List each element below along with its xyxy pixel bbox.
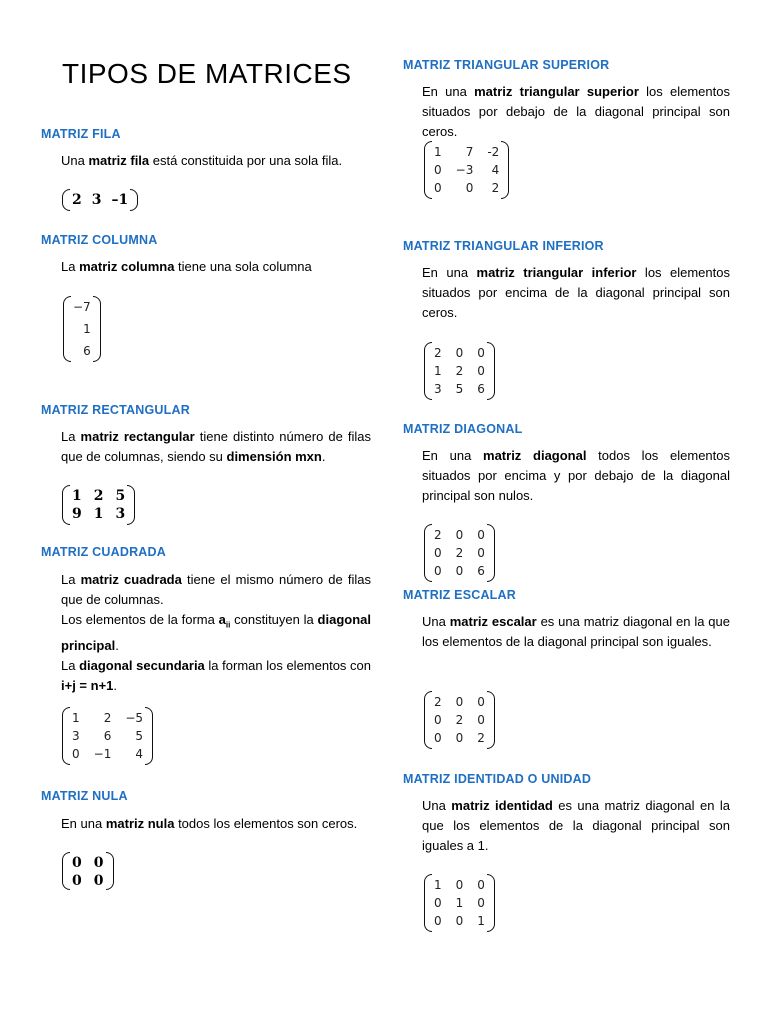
matrix-fila: 2 3 –1	[62, 189, 138, 211]
page-title: TIPOS DE MATRICES	[62, 58, 352, 89]
text-matriz-escalar: Una matriz escalar es una matriz diagonal en la que los elementos de la diagonal principal son iguales.	[422, 614, 730, 649]
matrix-rectangular: 1 2 5 9 1 3	[62, 485, 135, 525]
text-matriz-cuadrada: La matriz cuadrada tiene el mismo número de filas que de columnas. Los elementos de la forma $a_{ii}$ constituyen la diagonal principal. La diagonal secundaria la forman los elementos con i+j = n+1.	[61, 572, 372, 693]
matrix-triangular-inferior: 2 0 0 1 2 0 3 5 6	[424, 342, 495, 400]
text-matriz-diagonal: En una matriz diagonal todos los elementos situados por encima y por debajo de la diagonal principal son nulos.	[422, 448, 730, 503]
matrix-nula: 0 0 0 0	[62, 852, 114, 890]
text-matriz-triangular-inferior: En una matriz triangular inferior los elementos situados por encima de la diagonal principal son ceros.	[422, 265, 730, 320]
heading-matriz-rectangular: MATRIZ RECTANGULAR	[41, 403, 190, 417]
matrix-diagonal: 2 0 0 0 2 0 0 0 6	[424, 524, 495, 582]
matrix-columna: −7 1 6	[63, 296, 101, 362]
matrix-cuadrada: 1 2 −5 3 6 5 0 −1 4	[62, 707, 153, 765]
text-matriz-fila: Una matriz fila está constituida por una sola fila.	[61, 153, 343, 168]
matrix-escalar: 2 0 0 0 2 0 0 0 2	[424, 691, 495, 749]
matrix-triangular-superior: 1 7 -2 0 −3 4 0 0 2	[424, 141, 509, 199]
heading-matriz-escalar: MATRIZ ESCALAR	[403, 588, 516, 602]
matrix-identidad: 1 0 0 0 1 0 0 0 1	[424, 874, 495, 932]
text-matriz-rectangular: La matriz rectangular tiene distinto número de filas que de columnas, siendo su dimensión mxn.	[61, 429, 372, 464]
heading-matriz-triangular-inferior: MATRIZ TRIANGULAR INFERIOR	[403, 239, 604, 253]
text-matriz-columna: La matriz columna tiene una sola columna	[61, 259, 312, 274]
text-matriz-triangular-superior: En una matriz triangular superior los elementos situados por debajo de la diagonal principal son ceros.	[422, 84, 730, 139]
text-matriz-identidad: Una matriz identidad es una matriz diagonal en la que los elementos de la diagonal principal son iguales a 1.	[422, 798, 730, 853]
heading-matriz-columna: MATRIZ COLUMNA	[41, 233, 158, 247]
heading-matriz-nula: MATRIZ NULA	[41, 789, 128, 803]
heading-matriz-cuadrada: MATRIZ CUADRADA	[41, 545, 166, 559]
heading-matriz-fila: MATRIZ FILA	[41, 127, 121, 141]
text-matriz-nula: En una matriz nula todos los elementos son ceros.	[61, 816, 358, 831]
heading-matriz-identidad: MATRIZ IDENTIDAD O UNIDAD	[403, 772, 592, 786]
heading-matriz-diagonal: MATRIZ DIAGONAL	[403, 422, 523, 436]
heading-matriz-triangular-superior: MATRIZ TRIANGULAR SUPERIOR	[403, 58, 610, 72]
